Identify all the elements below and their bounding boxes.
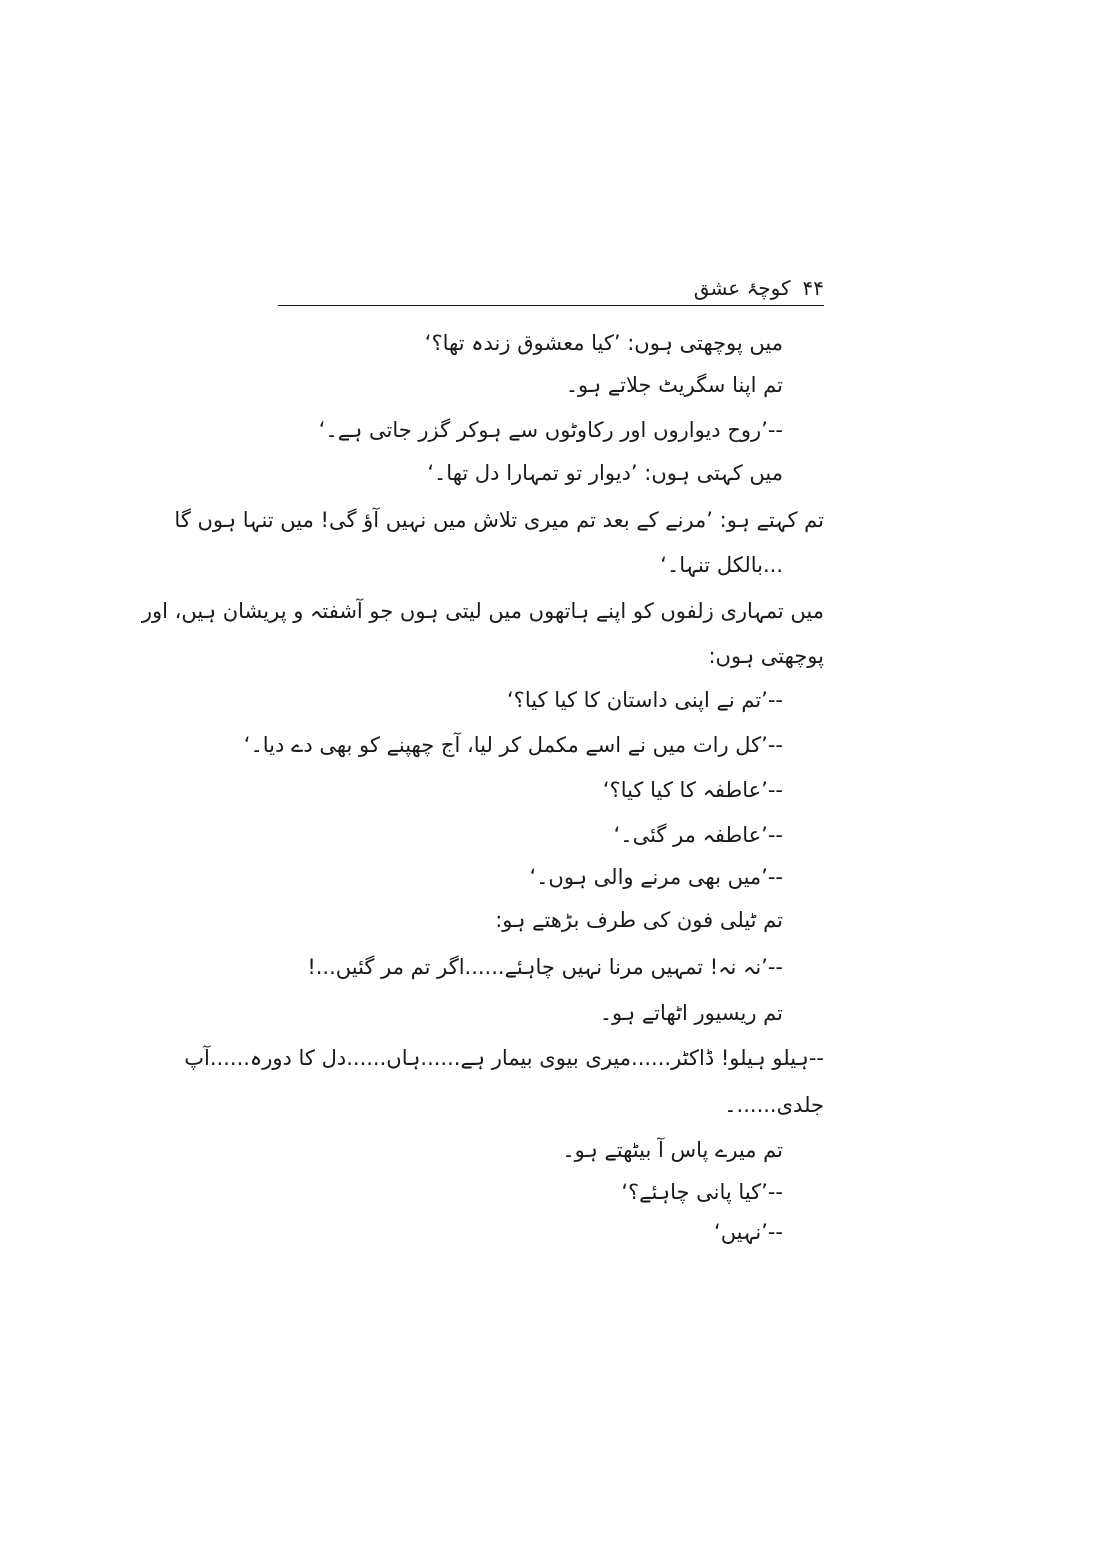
text-line: --’کیا پانی چاہئے؟‘ <box>621 1180 783 1204</box>
text-line: --’کل رات میں نے اسے مکمل کر لیا، آج چھپنے کو بھی دے دیا۔‘ <box>243 733 783 757</box>
book-title: کوچۂ عشق <box>693 276 791 300</box>
text-line: تم میرے پاس آ بیٹھتے ہو۔ <box>562 1138 783 1162</box>
text-line: تم ٹیلی فون کی طرف بڑھتے ہو: <box>495 908 783 932</box>
header-rule <box>278 305 824 306</box>
text-line: تم کہتے ہو: ’مرنے کے بعد تم میری تلاش میں نہیں آؤ گی! میں تنہا ہوں گا <box>174 508 824 532</box>
text-line: تم ریسیور اٹھاتے ہو۔ <box>599 1001 783 1025</box>
text-line: ...بالکل تنہا۔‘ <box>660 553 783 577</box>
text-line: --’تم نے اپنی داستان کا کیا کیا؟‘ <box>507 688 783 712</box>
text-line: --’عاطفہ مر گئی۔‘ <box>613 823 783 847</box>
running-header <box>278 268 824 308</box>
text-line: --’عاطفہ کا کیا کیا؟‘ <box>602 778 783 802</box>
text-line: --’روح دیواروں اور رکاوٹوں سے ہوکر گزر جاتی ہے۔‘ <box>318 418 783 442</box>
page-number: ۴۴ <box>802 276 824 300</box>
text-line: --ہیلو ہیلو! ڈاکٹر......میری بیوی بیمار ہے......ہاں......دل کا دورہ......آپ <box>184 1046 824 1070</box>
text-line: --’میں بھی مرنے والی ہوں۔‘ <box>529 865 783 889</box>
text-line: تم اپنا سگریٹ جلاتے ہو۔ <box>565 373 783 397</box>
text-line: میں کہتی ہوں: ’دیوار تو تمہارا دل تھا۔‘ <box>427 461 783 485</box>
text-line: پوچھتی ہوں: <box>708 644 824 668</box>
text-line: --’نہ نہ! تمہیں مرنا نہیں چاہئے......اگر تم مر گئیں...! <box>307 955 783 979</box>
text-line: میں تمہاری زلفوں کو اپنے ہاتھوں میں لیتی ہوں جو آشفتہ و پریشان ہیں، اور <box>141 599 824 623</box>
text-line: میں پوچھتی ہوں: ’کیا معشوق زندہ تھا؟‘ <box>424 331 783 355</box>
text-line: --’نہیں‘ <box>714 1220 783 1244</box>
text-line: جلدی......۔ <box>724 1093 824 1117</box>
